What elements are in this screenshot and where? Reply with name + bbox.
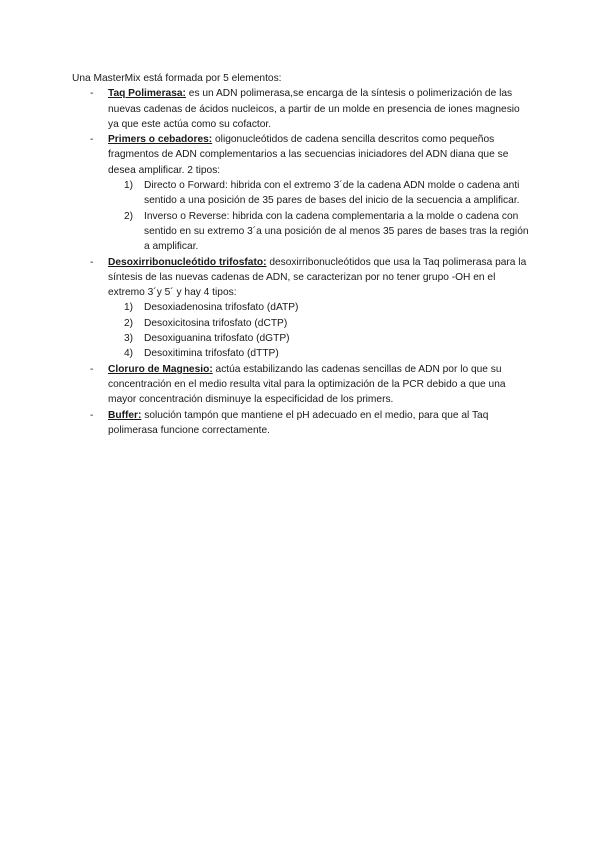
sublist-item	[108, 316, 532, 331]
sublist-primer-types	[108, 178, 532, 254]
definition-text: solución tampón que mantiene el pH adecuado en el medio, para que al Taq polimerasa funcione correctamente.	[108, 409, 489, 436]
sublist-number: 3)	[124, 333, 134, 345]
sublist-text: Directo o Forward: hibrida con el extremo 3´de la cadena ADN molde o cadena anti sentido a una posición de 35 pares de bases del inicio de la secuencia a amplificar.	[144, 180, 520, 207]
document-body	[72, 71, 532, 438]
sublist-text: Desoxiadenosina trifosfato (dATP)	[144, 302, 299, 314]
sublist-number: 1)	[124, 302, 134, 314]
term-label: Buffer:	[108, 409, 142, 421]
bullet-dash: -	[90, 88, 94, 100]
definition-text: oligonucleótidos de cadena sencilla descritos como pequeños fragmentos de ADN complementarios a las secuencias iniciadores del ADN diana que se desea amplificar. 2 tipos:	[108, 134, 509, 176]
intro-text: Una MasterMix está formada por 5 elementos:	[72, 73, 282, 84]
sublist-dntp-types	[108, 300, 532, 361]
term-label: Primers o cebadores:	[108, 134, 213, 146]
bullet-dash: -	[90, 409, 94, 421]
list-item-dntp	[72, 255, 532, 362]
sublist-number: 2)	[124, 210, 134, 222]
bullet-dash: -	[90, 363, 94, 375]
list-item-cloruro-magnesio	[72, 362, 532, 408]
sublist-number: 4)	[124, 348, 134, 360]
definition-text: desoxirribonucleótidos que usa la Taq polimerasa para la síntesis de las nuevas cadenas de ADN, se caracterizan por no tener grupo -OH en el extremo 3´y 5´ y hay 4 tipos:	[108, 256, 527, 299]
element-list	[72, 86, 532, 438]
list-item-taq-polimerasa	[72, 86, 532, 132]
sublist-text: Desoxicitosina trifosfato (dCTP)	[144, 317, 288, 329]
list-item-primers	[72, 132, 532, 254]
bullet-dash: -	[90, 134, 94, 146]
term-label: Desoxirribonucleótido trifosfato:	[108, 256, 267, 268]
sublist-item	[108, 300, 532, 315]
definition-text: actúa estabilizando las cadenas sencillas de ADN por lo que su concentración en el medio resulta vital para la optimización de la PCR debido a que una mayor concentración disminuye la especificidad de los primers.	[108, 363, 506, 406]
term-label: Cloruro de Magnesio:	[108, 363, 213, 375]
sublist-number: 2)	[124, 317, 134, 329]
list-item-buffer	[72, 408, 532, 439]
definition-text: es un ADN polimerasa,se encarga de la síntesis o polimerización de las nuevas cadenas de ácidos nucleicos, a partir de un molde en presencia de iones magnesio ya que este actúa como su cofactor.	[108, 88, 520, 130]
sublist-item	[108, 178, 532, 209]
sublist-item	[108, 346, 532, 361]
sublist-text: Inverso o Reverse: hibrida con la cadena complementaria a la molde o cadena con sentido en su extremo 3´a una posición de al menos 35 pares de bases tras la región a amplificar.	[144, 210, 529, 253]
sublist-text: Desoxiguanina trifosfato (dGTP)	[144, 333, 290, 345]
sublist-item	[108, 331, 532, 346]
term-label: Taq Polimerasa:	[108, 88, 186, 100]
bullet-dash: -	[90, 256, 94, 268]
sublist-text: Desoxitimina trifosfato (dTTP)	[144, 348, 279, 360]
sublist-item	[108, 209, 532, 255]
sublist-number: 1)	[124, 180, 134, 192]
